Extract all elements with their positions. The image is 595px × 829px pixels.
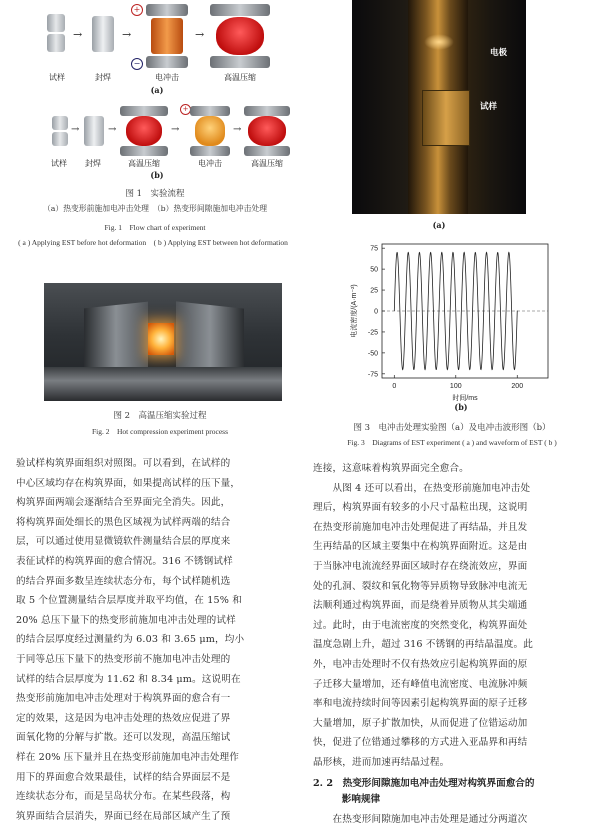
body-left-line: 筑界面结合层消失，界面已经在局部区域产生了预 [16, 807, 295, 827]
body-left-line: 热变形前施加电冲击处理对于构筑界面的愈合有一 [16, 689, 295, 709]
y-tick-label: -25 [368, 329, 378, 336]
body-right-line: 温度急剧上升，超过 316 不锈钢的再结晶温度。此 [313, 635, 590, 655]
clamp-bar [44, 367, 282, 401]
specimen-cylinder-bottom [47, 34, 65, 52]
body-right-line: 连接，这意味着构筑界面完全愈合。 [313, 459, 590, 479]
body-text-right [313, 459, 590, 829]
fig1-a-tag: (a) [142, 85, 172, 95]
x-tick-label: 200 [511, 383, 523, 390]
body-right-line: 从图 4 还可以看出，在热变形前施加电冲击处 [313, 479, 590, 499]
y-tick-label: -50 [368, 350, 378, 357]
body-text-left [16, 454, 295, 826]
fig1-a-label-2: 封焊 [86, 72, 120, 83]
waveform-chart [318, 238, 558, 418]
compressed-specimen [216, 17, 264, 55]
section-heading-line-2: 影响规律 [313, 792, 590, 808]
body-right-line: 外，电冲击处理时不仅有热效应引起构筑界面的原 [313, 655, 590, 675]
arrow-icon: → [71, 124, 79, 135]
body-left-line: 定的效果，这是因为电冲击处理的热效应促进了界 [16, 709, 295, 729]
upper-die [210, 4, 270, 16]
fig1-b-tag: (b) [142, 170, 172, 180]
upper-die [244, 106, 290, 116]
arrow-icon: → [108, 124, 116, 135]
sealed-cylinder [84, 116, 104, 146]
fig1-caption-en-sub: ( a ) Applying EST before hot deformation ( b ) Applying EST between hot deformation [18, 237, 288, 248]
arrow-icon: → [195, 28, 204, 41]
body-right-line: 子迁移大量增加，还有峰值电流密度、电流脉冲频 [313, 675, 590, 695]
lower-electrode [146, 56, 188, 68]
fig1-a-label-3: 电冲击 [147, 72, 187, 83]
upper-electrode [190, 106, 230, 116]
lower-die [244, 146, 290, 156]
fig1-b-label-3: 高温压缩 [118, 158, 170, 169]
body-right-line: 快，促进了位错通过攀移的方式进入亚晶界和再结 [313, 733, 590, 753]
specimen-cylinder-bottom [52, 132, 68, 146]
body-right-line: 在热变形前施加电冲击处理促进了再结晶，并且发 [313, 518, 590, 538]
heated-specimen [151, 18, 183, 54]
fig1-b-label-1: 试样 [44, 158, 74, 169]
glowing-specimen [148, 323, 174, 355]
section-heading [313, 776, 590, 808]
body-left-line: 面氧化物的分解与扩散。还可以发现，高温压缩试 [16, 728, 295, 748]
glow-streak [424, 34, 454, 50]
upper-electrode [146, 4, 188, 16]
body-left-line: 表征试样的构筑界面的愈合情况。316 不锈钢试样 [16, 552, 295, 572]
body-left-line: 用下的界面愈合效果最佳，试样的结合界面层不是 [16, 768, 295, 788]
plus-electrode-icon: + [180, 104, 191, 115]
body-left-line: 试样的结合层厚度为 11.62 和 8.34 μm。这说明在 [16, 670, 295, 690]
y-tick-label: 0 [374, 309, 378, 316]
body-right-line: 晶形核，进而加速再结晶过程。 [313, 753, 590, 773]
y-tick-label: -75 [368, 371, 378, 378]
label-specimen: 试样 [480, 100, 497, 112]
fig1-b-label-2: 封焊 [78, 158, 108, 169]
fig2-caption-en: Fig. 2 Hot compression experiment process [20, 426, 300, 437]
body-right-line: 大量增加，原子扩散加快，从而促进了位错运动加 [313, 714, 590, 734]
body-left-line: 20% 总压下量下的热变形前施加电冲击处理的试样 [16, 611, 295, 631]
y-tick-label: 50 [370, 267, 378, 274]
fig3-tag-b: (b) [446, 402, 476, 412]
body-right-line: 理后，构筑界面有较多的小尺寸晶粒出现，这说明 [313, 498, 590, 518]
body-paragraph-last-line: 在热变形间隙施加电冲击处理是通过分两道次 [313, 810, 590, 829]
fig1-caption-cn-title: 图 1 实验流程 [10, 188, 300, 200]
body-left-line: 的结合界面多数呈连续状态分布，每个试样随机选 [16, 572, 295, 592]
fig3-caption-en: Fig. 3 Diagrams of EST experiment ( a ) and waveform of EST ( b ) [314, 437, 590, 448]
fig3-caption-cn: 图 3 电冲击处理实验图（a）及电冲击波形图（b） [314, 422, 590, 434]
hot-compression-photo [44, 283, 282, 401]
fig1-a-label-1: 试样 [40, 72, 74, 83]
minus-electrode-icon: − [131, 58, 143, 70]
x-axis-label: 时间/ms [452, 393, 478, 402]
est-experiment-photo [352, 0, 526, 214]
label-electrode: 电极 [490, 46, 507, 58]
body-right-line: 法顺利通过构筑界面，而是绕着异质物从其尖端通 [313, 596, 590, 616]
arrow-icon: → [171, 124, 179, 135]
body-left-line: 取 5 个位置测量结合层厚度并取平均值，在 15% 和 [16, 591, 295, 611]
y-tick-label: 75 [370, 246, 378, 253]
fig1-row-b [30, 104, 295, 180]
body-left-line: 于同等总压下量下的热变形前不施加电冲击处理的 [16, 650, 295, 670]
sealed-cylinder [92, 16, 114, 52]
fig2-caption-cn: 图 2 高温压缩实验过程 [20, 410, 300, 422]
compressed-specimen [248, 116, 286, 146]
body-left-line: 样在 20% 压下量并且在热变形前施加电冲击处理作 [16, 748, 295, 768]
body-left-line: 层，可以通过使用显微镜软件测量结合层的厚度来 [16, 532, 295, 552]
body-left-line: 中心区域均存在构筑界面，如果提高试样的压下量， [16, 474, 295, 494]
upper-die [120, 106, 168, 116]
body-right-line: 率和电流持续时间等因素引起构筑界面的原子迁移 [313, 694, 590, 714]
body-left-line: 构筑界面两端会逐渐结合至界面完全消失。因此， [16, 493, 295, 513]
lower-die [120, 146, 168, 156]
fig1-caption-cn-sub: （a）热变形前施加电冲击处理 （b）热变形间隙施加电冲击处理 [4, 203, 306, 215]
arrow-icon: → [122, 28, 131, 41]
body-left-line: 将构筑界面处细长的黑色区域视为试样两端的结合 [16, 513, 295, 533]
lower-electrode [190, 146, 230, 156]
body-left-line: 的结合层厚度经过测量约为 6.03 和 3.65 μm，均小 [16, 630, 295, 650]
fig1-b-label-4: 电冲击 [188, 158, 232, 169]
lower-die [210, 56, 270, 68]
arrow-icon: → [73, 28, 82, 41]
arrow-icon: → [233, 124, 241, 135]
body-right-line: 过。此时，由于电流密度的突然变化，构筑界面处 [313, 616, 590, 636]
body-right-line: 生再结晶的区域主要集中在构筑界面附近。这是由 [313, 537, 590, 557]
y-axis-label: 电流密度/(A·m⁻²) [349, 284, 358, 337]
fig1-a-label-4: 高温压缩 [212, 72, 268, 83]
specimen-cylinder-top [47, 14, 65, 32]
fig1-b-label-5: 高温压缩 [240, 158, 294, 169]
figure-1 [30, 0, 295, 180]
specimen-block [422, 90, 470, 146]
fig1-row-a [30, 0, 295, 96]
compressed-specimen [126, 116, 162, 146]
fig3-tag-a: (a) [424, 220, 454, 230]
x-tick-label: 0 [392, 383, 396, 390]
body-right-line: 处的孔洞、裂纹和氧化物等异质物导致脉冲电流无 [313, 577, 590, 597]
y-tick-label: 25 [370, 288, 378, 295]
plus-electrode-icon: + [131, 4, 143, 16]
fig1-caption-en-title: Fig. 1 Flow chart of experiment [10, 222, 300, 233]
body-left-line: 验试样构筑界面组织对照图。可以看到，在试样的 [16, 454, 295, 474]
x-tick-label: 100 [450, 383, 462, 390]
section-heading-line-1: 2. 2 热变形间隙施加电冲击处理对构筑界面愈合的 [313, 776, 590, 792]
heated-specimen [195, 116, 225, 146]
body-left-line: 连续状态分布，而是呈岛状分布。在某些段落，构 [16, 787, 295, 807]
specimen-cylinder-top [52, 116, 68, 130]
body-right-line: 于当脉冲电流流经界面区域时存在绕流效应，界面 [313, 557, 590, 577]
